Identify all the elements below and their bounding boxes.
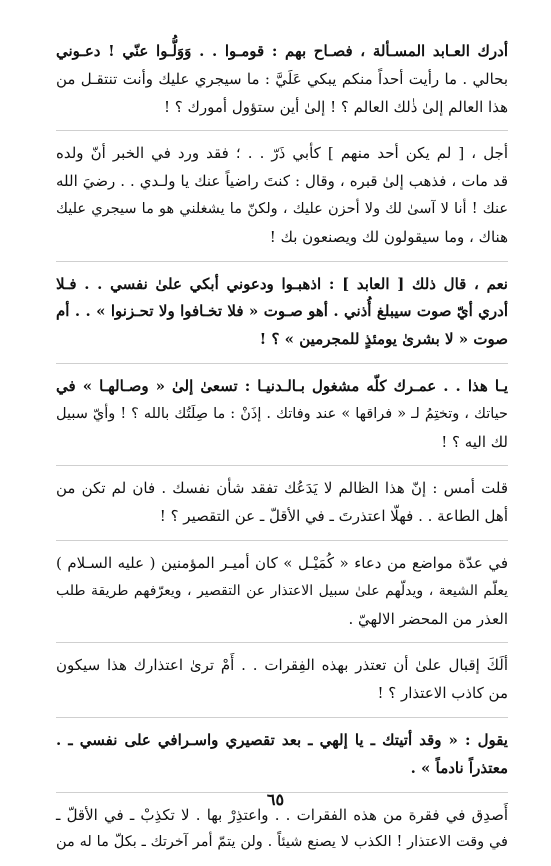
text-line: قد مات ، فذهب إلىٰ قبره ، وقال : كنتَ راضياً عنك يا ولـدي . . رضيَ الله — [56, 172, 508, 191]
paragraph-2 — [56, 140, 508, 261]
text-line: في وقت الاعتذار ! الكذب لا يصنع شيئاً . ولن يتمّ أمر آخرتك ـ بكلّ ما له من — [56, 834, 508, 851]
paragraph-3 — [56, 271, 508, 364]
text-line — [56, 38, 508, 66]
text-line: أجل ، [ لم يكن أحد منهم ] كأبي ذَرّ . . ؛ فقد ورد في الخبر أنّ ولده — [56, 144, 508, 163]
text-line: أَصدِق في فقرة من هذه الفقرات . . واعتذِرْ بها . لا تكذِبْ ـ في الأقلّ ـ — [56, 805, 508, 824]
text-line: يعلّم الشيعة ، ويدلّهم علىٰ سبيل الاعتذار عن التقصير ، ويعرّفهم طريقة طلب — [56, 582, 508, 599]
paragraph-9 — [56, 802, 508, 866]
paragraph-4 — [56, 373, 508, 466]
text-line: يقول : « وقد أتيتك ـ يا إلهي ـ بعد تقصيري واسـرافي على نفسي ـ . — [56, 730, 508, 749]
paragraph-7 — [56, 652, 508, 718]
paragraph-1 — [56, 38, 508, 131]
paragraph-6 — [56, 550, 508, 643]
text-line-content: أدرك العـابد المسـألة ، فصـاح بهم : قومـوا . . وَوَلُّـوا عنّي ! دعـوني — [56, 42, 508, 60]
text-line: لك اليه ؟ ! — [441, 432, 508, 451]
text-line: هذا العالم إلىٰ ذٰلك العالم ؟ ! إلىٰ أين ستؤول أمورك ؟ ! — [163, 97, 508, 116]
page-number: ٦٥ — [266, 790, 285, 809]
paragraph-5 — [56, 475, 508, 541]
text-line: بحالي . ما رأيت أحداً منكم يبكي عَلَيَّ : ما سيجري عليك وأنت تنتقـل من — [56, 69, 508, 88]
text-line: نعم ، قال ذلك [ العابد ] : اذهبـوا ودعوني أبكي علىٰ نفسي . . فـلا — [56, 274, 508, 293]
text-line: معتذراً نادماً » . — [410, 758, 508, 777]
text-line: حياتك ، وتختِمُ لـ « فراقها » عند وفاتك . إذَنْ : ما صِلَتُك بالله ؟ ! وأيّ سبيل — [56, 405, 508, 422]
page-body — [56, 38, 508, 866]
text-line: يـا هذا . . عمـرك كلّه مشغول بـالـدنيـا : تسعىٰ إلىٰ « وصـالهـا » في — [56, 376, 508, 395]
text-line: ألَكَ إقبال علىٰ أن تعتذر بهذه الفِقرات . . أَمْ ترىٰ اعتذارك هذا سيكون — [56, 656, 508, 675]
text-line: هناك ، وما سيقولون لك ويصنعون بك ! — [269, 227, 508, 246]
text-line: أهل الطاعة . . فهلّا اعتذرتَ ـ في الأقلّ ـ عن التقصير ؟ ! — [159, 507, 508, 526]
text-line: في عدّة مواضع من دعاء « كُمَيْـل » كان أميـر المؤمنين ( عليه السـلام ) — [56, 553, 508, 572]
text-line: أدري أيّ صوت سيبلغ أُذني . أهو صـوت « فلا تخـافوا ولا تحـزنوا » . . أم — [56, 302, 508, 321]
text-line: من كاذب الاعتذار ؟ ! — [377, 684, 508, 703]
text-line: قلت أمس : إنّ هذا الظالم لا يَدَعُك تفقد شأن نفسك . فان لم تكن من — [56, 479, 508, 498]
text-line: العذر من المحضر الالهيّ . — [348, 609, 508, 628]
paragraph-8 — [56, 727, 508, 793]
text-line: عنك ! أنا لا آسىٰ لك ولا أحزن عليك ، ولكنّ ما يشغلني هو ما سيجري عليك — [56, 200, 508, 217]
text-line: صوت « لا بشرىٰ يومئذٍ للمجرمين » ؟ ! — [259, 330, 508, 349]
